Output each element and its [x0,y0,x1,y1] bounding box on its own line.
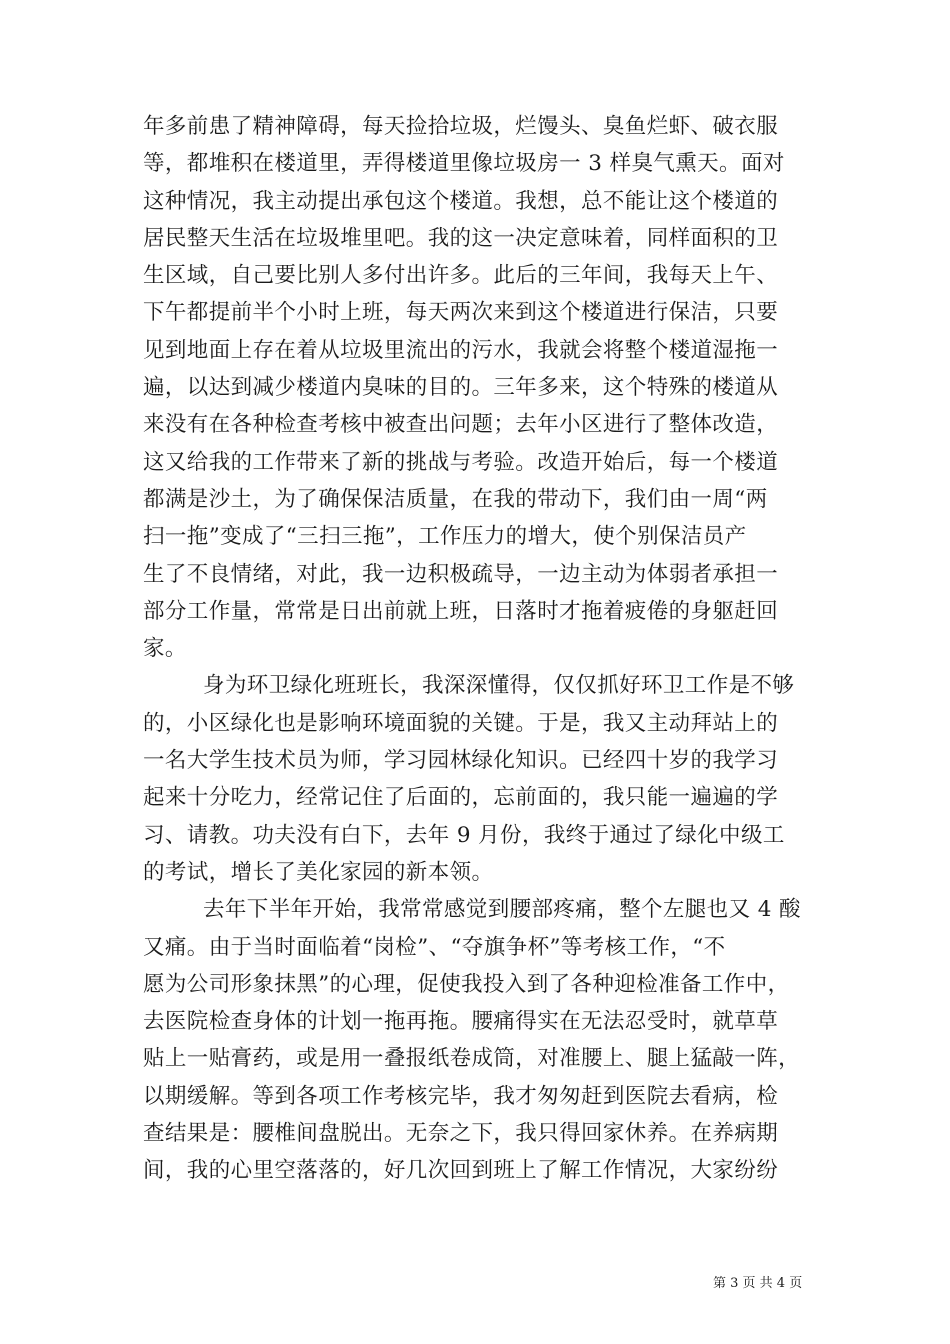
text-line: 贴上一贴膏药，或是用一叠报纸卷成筒，对准腰上、腿上猛敲一阵， [143,1046,801,1072]
text-line: 扫一拖”变成了“三扫三拖”，工作压力的增大，使个别保洁员产 [143,524,747,550]
text-line: 来没有在各种检查考核中被查出问题；去年小区进行了整体改造， [143,412,779,438]
text-line: 年多前患了精神障碍，每天捡拾垃圾，烂馒头、臭鱼烂虾、破衣服 [143,114,779,139]
text-line: 见到地面上存在着从垃圾里流出的污水，我就会将整个楼道湿拖一 [143,337,779,363]
text-line: 习、请教。功夫没有白下，去年 9 月份，我终于通过了绿化中级工 [143,822,785,848]
paragraph-first-line: 身为环卫绿化班班长，我深深懂得，仅仅抓好环卫工作是不够 [203,673,795,699]
text-line: 这种情况，我主动提出承包这个楼道。我想，总不能让这个楼道的 [143,188,779,214]
text-line: 这又给我的工作带来了新的挑战与考验。改造开始后，每一个楼道 [143,449,779,475]
text-line: 遍，以达到减少楼道内臭味的目的。三年多来，这个特殊的楼道从 [143,375,779,401]
body-text [143,108,807,1190]
text-line: 居民整天生活在垃圾堆里吧。我的这一决定意味着，同样面积的卫 [143,225,779,251]
page-footer: 第 3 页 共 4 页 [713,1276,803,1291]
text-line: 的，小区绿化也是影响环境面貌的关键。于是，我又主动拜站上的 [143,710,779,736]
text-line: 家。 [143,636,187,662]
text-line: 去医院检查身体的计划一拖再拖。腰痛得实在无法忍受时，就草草 [143,1009,779,1035]
text-line: 等，都堆积在楼道里，弄得楼道里像垃圾房一 3 样臭气熏天。面对 [143,151,785,177]
text-line: 愿为公司形象抹黑”的心理，促使我投入到了各种迎检准备工作中， [143,971,790,997]
text-line: 部分工作量，常常是日出前就上班，日落时才拖着疲倦的身躯赶回 [143,598,779,624]
text-line: 一名大学生技术员为师，学习园林绿化知识。已经四十岁的我学习 [143,748,779,774]
text-line: 查结果是：腰椎间盘脱出。无奈之下，我只得回家休养。在养病期 [143,1121,779,1147]
text-line: 都满是沙土，为了确保保洁质量，在我的带动下，我们由一周“两 [143,486,768,512]
paragraph-first-line: 去年下半年开始，我常常感觉到腰部疼痛，整个左腿也又 4 酸 [203,897,801,923]
text-line: 下午都提前半个小时上班，每天两次来到这个楼道进行保洁，只要 [143,300,779,326]
text-line: 起来十分吃力，经常记住了后面的，忘前面的，我只能一遍遍的学 [143,785,779,811]
text-line: 间，我的心里空落落的，好几次回到班上了解工作情况，大家纷纷 [143,1158,779,1184]
text-line: 生区域，自己要比别人多付出许多。此后的三年间，我每天上午、 [143,263,779,289]
text-line: 以期缓解。等到各项工作考核完毕，我才匆匆赶到医院去看病，检 [143,1083,779,1109]
text-line: 又痛。由于当时面临着“岗检”、“夺旗争杯”等考核工作，“不 [143,934,726,960]
text-line: 生了不良情绪，对此，我一边积极疏导，一边主动为体弱者承担一 [143,561,779,587]
text-line: 的考试，增长了美化家园的新本领。 [143,859,494,885]
